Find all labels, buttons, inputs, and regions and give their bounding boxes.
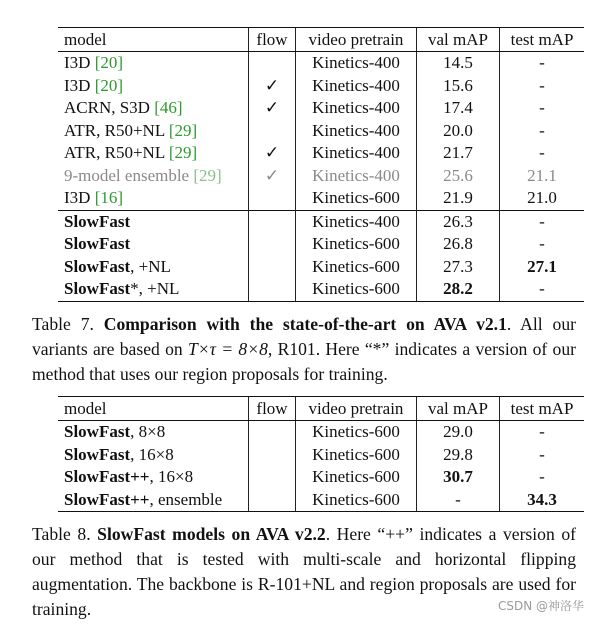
comparison-table-ava-v21 [58, 27, 584, 302]
cell-pretrain: Kinetics-400 [296, 52, 417, 75]
slowfast-table-ava-v22 [58, 396, 584, 512]
cell-model: SlowFast [64, 234, 131, 254]
cell-pretrain: Kinetics-600 [296, 278, 417, 301]
table-row [58, 210, 584, 233]
cell-test-map: - [500, 210, 585, 233]
cell-val-map: 29.0 [417, 421, 500, 444]
cell-test-map: 21.1 [500, 165, 585, 188]
col-header-val-map: val mAP [417, 397, 500, 421]
cell-test-map: 27.1 [500, 256, 585, 279]
table-row [58, 52, 584, 75]
cell-flow: ✓ [249, 75, 296, 98]
cell-test-map: - [500, 97, 585, 120]
cell-model: I3D [20] [64, 53, 124, 73]
cell-model: SlowFast++, ensemble [58, 489, 249, 512]
cell-val-map: 15.6 [417, 75, 500, 98]
cell-test-map: 21.0 [500, 187, 585, 210]
cell-flow [249, 120, 296, 143]
col-header-test-map: test mAP [500, 397, 585, 421]
cell-flow [249, 187, 296, 210]
cell-model: SlowFast, 16×8 [64, 444, 174, 464]
table-row [58, 75, 584, 98]
cell-pretrain: Kinetics-400 [296, 75, 417, 98]
cell-model: I3D [20] [64, 75, 124, 95]
citation-link[interactable]: [20] [94, 75, 124, 95]
cell-flow: ✓ [249, 97, 296, 120]
cell-pretrain: Kinetics-600 [296, 233, 417, 256]
cell-test-map: - [500, 75, 585, 98]
table-row [58, 278, 584, 301]
cell-flow [249, 210, 296, 233]
cell-flow [249, 421, 296, 444]
cell-pretrain: Kinetics-600 [296, 466, 417, 489]
col-header-val-map: val mAP [417, 28, 500, 52]
col-header-flow: flow [249, 28, 296, 52]
cell-flow: ✓ [249, 165, 296, 188]
cell-flow [249, 444, 296, 467]
cell-flow [249, 256, 296, 279]
cell-model: SlowFast, +NL [64, 256, 171, 276]
citation-link[interactable]: [16] [94, 188, 124, 208]
table-row [58, 165, 584, 188]
table-header-row [58, 28, 584, 52]
cell-val-map: 27.3 [417, 256, 500, 279]
table-row [58, 97, 584, 120]
cell-flow [249, 233, 296, 256]
citation-link[interactable]: [29] [168, 143, 198, 163]
cell-test-map: - [500, 421, 585, 444]
cell-val-map: 30.7 [417, 466, 500, 489]
cell-test-map: - [500, 278, 585, 301]
watermark: CSDN @神洛华 [497, 599, 584, 613]
cell-pretrain: Kinetics-600 [296, 256, 417, 279]
cell-test-map: - [500, 466, 585, 489]
cell-test-map: 34.3 [500, 489, 585, 512]
citation-link[interactable]: [20] [94, 53, 124, 73]
table-row [58, 466, 584, 489]
cell-val-map: 29.8 [417, 444, 500, 467]
citation-link[interactable]: [29] [193, 165, 222, 185]
cell-test-map: - [500, 233, 585, 256]
cell-pretrain: Kinetics-600 [296, 444, 417, 467]
table7-caption: Table 7. Comparison with the state-of-the-art on AVA v2.1. All our variants are based on T×τ = 8×8, R101. Here “*” indicates a version of our method that uses our region proposals for training. [32, 314, 577, 384]
cell-test-map: - [500, 52, 585, 75]
cell-model: SlowFast, 8×8 [64, 422, 166, 442]
table-row [58, 233, 584, 256]
cell-flow: ✓ [249, 142, 296, 165]
table-row [58, 120, 584, 143]
cell-pretrain: Kinetics-400 [296, 97, 417, 120]
col-header-flow: flow [249, 397, 296, 421]
cell-pretrain: Kinetics-600 [296, 489, 417, 512]
cell-flow [249, 52, 296, 75]
cell-model: 9-model ensemble [29] [64, 165, 222, 185]
table-row [58, 444, 584, 467]
col-header-model: model [58, 28, 249, 52]
cell-flow [249, 466, 296, 489]
table-row [58, 489, 584, 512]
cell-pretrain: Kinetics-400 [296, 165, 417, 188]
col-header-test-map: test mAP [500, 28, 585, 52]
cell-model: ATR, R50+NL [29] [64, 120, 198, 140]
citation-link[interactable]: [46] [154, 98, 183, 118]
cell-val-map: 26.3 [417, 210, 500, 233]
cell-flow [249, 489, 296, 512]
col-header-video-pretrain: video pretrain [296, 397, 417, 421]
cell-pretrain: Kinetics-400 [296, 142, 417, 165]
cell-model: SlowFast [58, 210, 249, 233]
cell-pretrain: Kinetics-600 [296, 421, 417, 444]
table-header-row [58, 397, 584, 421]
col-header-model: model [58, 397, 249, 421]
cell-val-map: 14.5 [417, 52, 500, 75]
cell-model: SlowFast*, +NL [58, 278, 249, 301]
cell-val-map: 26.8 [417, 233, 500, 256]
cell-val-map: 21.7 [417, 142, 500, 165]
cell-flow [249, 278, 296, 301]
cell-val-map: 21.9 [417, 187, 500, 210]
citation-link[interactable]: [29] [168, 120, 198, 140]
table-row [58, 256, 584, 279]
cell-test-map: - [500, 142, 585, 165]
cell-val-map: 17.4 [417, 97, 500, 120]
cell-val-map: 20.0 [417, 120, 500, 143]
cell-pretrain: Kinetics-400 [296, 210, 417, 233]
cell-pretrain: Kinetics-400 [296, 120, 417, 143]
table8-caption: Table 8. SlowFast models on AVA v2.2. Here “++” indicates a version of our method that is tested with multi-scale and horizontal flipping augmentation. The backbone is R-101+NL and region proposals are used for training. [32, 524, 576, 619]
cell-val-map: 28.2 [417, 278, 500, 301]
cell-test-map: - [500, 120, 585, 143]
col-header-video-pretrain: video pretrain [296, 28, 417, 52]
table-row [58, 421, 584, 444]
cell-model: SlowFast++, 16×8 [64, 467, 194, 487]
cell-model: ATR, R50+NL [29] [64, 143, 198, 163]
cell-test-map: - [500, 444, 585, 467]
cell-val-map: - [417, 489, 500, 512]
cell-model: I3D [16] [64, 188, 124, 208]
table-row [58, 187, 584, 210]
table-row [58, 142, 584, 165]
cell-val-map: 25.6 [417, 165, 500, 188]
cell-pretrain: Kinetics-600 [296, 187, 417, 210]
cell-model: ACRN, S3D [46] [64, 98, 183, 118]
